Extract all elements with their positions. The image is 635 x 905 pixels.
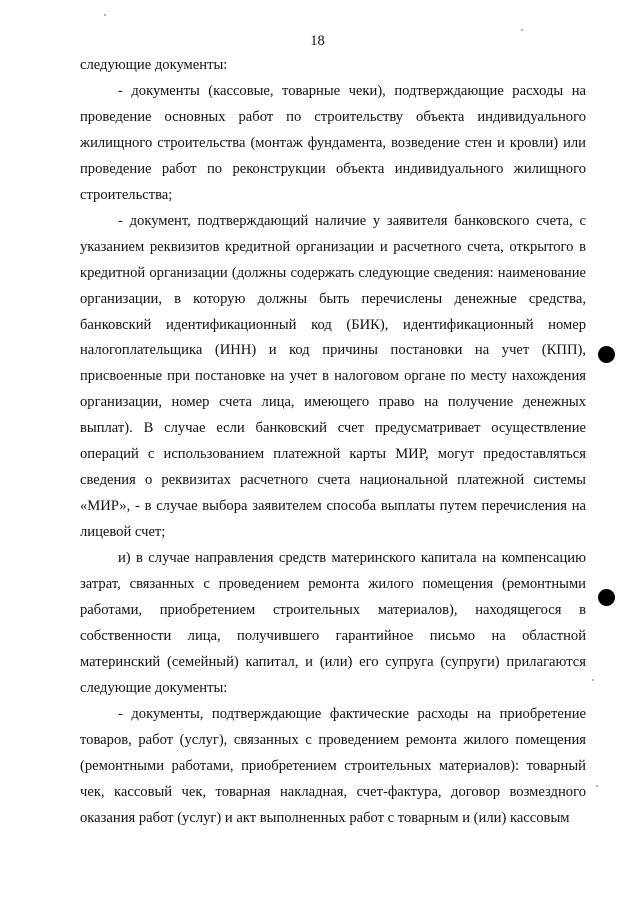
- scan-speck: [592, 679, 594, 681]
- paragraph-item-i-renovation: и) в случае направления средств материнского капитала на компенсацию затрат, связанных с проведением ремонта жилого помещения (ремонтными работами, приобретением строительных материалов), находящегося в собственности лица, получившего гарантийное письмо на областной материнский (семейный) капитал, и (или) его супруга (супруги) прилагаются следующие документы:: [80, 550, 586, 696]
- punch-hole-mark: [598, 346, 615, 363]
- scan-speck: [104, 14, 106, 16]
- document-body: [80, 53, 586, 832]
- paragraph-documents-intro: следующие документы:: [80, 57, 228, 73]
- paragraph-receipts-construction: - документы (кассовые, товарные чеки), подтверждающие расходы на проведение основных работ по строительству объекта индивидуального жилищного строительства (монтаж фундамента, возведение стен и кровли) или проведение работ по реконструкции объекта индивидуального жилищного строительства;: [80, 82, 586, 203]
- scan-speck: [596, 785, 598, 787]
- punch-hole-mark: [598, 589, 615, 606]
- page-number: 18: [310, 33, 325, 49]
- scan-speck: [521, 29, 523, 31]
- paragraph-bank-account: - документ, подтверждающий наличие у заявителя банковского счета, с указанием реквизитов кредитной организации и расчетного счета, открытого в кредитной организации (должны содержать следующие сведения: наименование организации, в которую должны быть перечислены денежные средства, банковский идентификационный код (БИК), идентификационный номер налогоплательщика (ИНН) и код причины постановки на учет (КПП), присвоенные при постановке на учет в налоговом органе по месту нахождения организации, номер счета лица, имеющего право на получение денежных выплат). В случае если банковский счет предусматривает осуществление операций с использованием платежной карты МИР, могут предоставляться сведения о реквизитах расчетного счета национальной платежной системы «МИР», - в случае выбора заявителем способа выплаты путем перечисления на лицевой счет;: [80, 212, 586, 541]
- paragraph-renovation-expenses: - документы, подтверждающие фактические расходы на приобретение товаров, работ (услуг), связанных с проведением ремонта жилого помещения (ремонтными работами, приобретением строительных материалов): товарный чек, кассовый чек, товарная накладная, счет-фактура, договор возмездного оказания работ (услуг) и акт выполненных работ с товарным и (или) кассовым: [80, 705, 586, 826]
